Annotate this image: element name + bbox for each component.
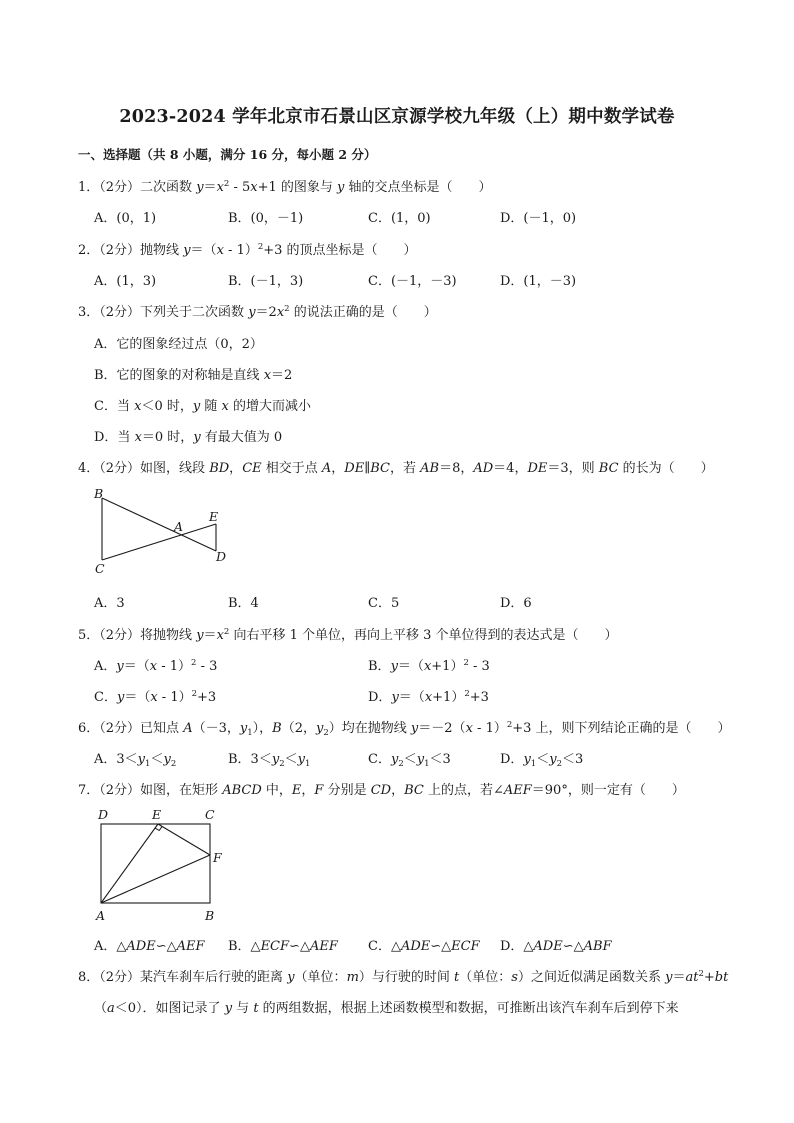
q1-option-d: D．(－1，0) — [500, 211, 577, 226]
question-2: 2．（2分）抛物线 y＝（x - 1）$^2$+3 的顶点坐标是（ ） — [78, 242, 417, 258]
q2-option-a: A．(1，3) — [94, 274, 157, 289]
q6-option-d: D．$y_1<y_2<3$ — [500, 752, 584, 769]
q2-option-c: C．(－1，－3) — [368, 274, 457, 289]
question-8-continued: （a＜0）．如图记录了 y 与 t 的两组数据，根据上述函数模型和数据，可推断出该汽车刹车后到停下来 — [94, 1001, 679, 1016]
q3-option-c: C．当 x＜0 时，y 随 x 的增大而减小 — [94, 399, 311, 414]
q5-option-d: D．$y=(x+1)^2+3$ — [368, 689, 489, 705]
q5-option-c: C．y＝（x - 1）$^2$+3 — [94, 689, 217, 705]
q1-option-a: A．(0，1) — [94, 211, 157, 226]
label-c: C — [95, 561, 105, 576]
segment-af — [101, 855, 210, 903]
q6-option-c: C．$y_2<y_1<3$ — [368, 752, 451, 769]
q2-option-d: D．(1，－3) — [500, 274, 577, 289]
question-3: 3．（2分）下列关于二次函数 $y=2x^2$ 的说法正确的是（ ） — [78, 304, 437, 320]
label-e: E — [209, 509, 219, 524]
label-a: A — [174, 519, 184, 534]
question-4: 4．（2分）如图，线段 BD，CE 相交于点 A，DE∥BC，若 AB＝8，AD＝4，DE＝3，则 BC 的长为（ ） — [78, 461, 714, 476]
page-title: 2023-2024 学年北京市石景山区京源学校九年级（上）期中数学试卷 — [119, 107, 675, 127]
q7-option-c: C．△ADE∽△ECF — [368, 939, 480, 954]
label-a: A — [96, 908, 106, 923]
q3-option-b: B．它的图象的对称轴是直线 x＝2 — [94, 368, 293, 383]
label-d: D — [98, 807, 109, 822]
label-c: C — [205, 807, 215, 822]
question-5: 5．（2分）将抛物线 $y=x^2$ 向右平移 1 个单位，再向上平移 3 个单位得到的表达式是（ ） — [78, 627, 618, 643]
rectangle-abcd — [101, 824, 210, 903]
q4-option-b: B．4 — [228, 596, 259, 611]
q6-option-a: A．$3<y_1<y_2$ — [94, 752, 177, 769]
q6-option-b: B．$3<y_2<y_1$ — [228, 752, 311, 769]
label-e: E — [152, 807, 162, 822]
q4-option-d: D．6 — [500, 596, 532, 611]
q3-option-d: D．当 x＝0 时，y 有最大值为 0 — [94, 430, 283, 445]
label-b: B — [94, 486, 104, 501]
label-b: B — [205, 908, 215, 923]
q4-figure — [88, 484, 238, 578]
question-8: 8．（2分）某汽车刹车后行驶的距离 y（单位：m）与行驶的时间 t（单位：s）之间近似满足函数关系 $y=at^2+bt$ — [78, 969, 729, 985]
label-d: D — [216, 549, 227, 564]
question-7: 7．（2分）如图，在矩形 ABCD 中，E，F 分别是 CD，BC 上的点，若∠AEF＝90°，则一定有（ ） — [78, 783, 685, 798]
q1-option-c: C．(1，0) — [368, 211, 431, 226]
question-1: 1．（2分）二次函数 $y=x^2 - 5x+1$ 的图象与 y 轴的交点坐标是（ ） — [78, 179, 492, 195]
q3-option-a: A．它的图象经过点（0，2） — [94, 337, 263, 352]
q5-option-b: B．$y=(x+1)^2 - 3$ — [368, 658, 490, 674]
section-heading: 一、选择题（共 8 小题，满分 16 分，每小题 2 分） — [78, 147, 377, 162]
segment-ce — [102, 524, 216, 560]
q4-option-a: A．3 — [94, 596, 125, 611]
segment-ef — [158, 824, 210, 855]
question-6: 6．（2分）已知点 A（－3，$y_1$），B（2，$y_2$）均在抛物线 y＝－2（x - 1）$^2$+3 上，则下列结论正确的是（ ） — [78, 720, 731, 738]
q1-option-b: B．(0，－1) — [228, 211, 304, 226]
q5-option-a: A．y＝（x - 1）$^2$ - 3 — [94, 658, 218, 674]
segment-ae — [101, 824, 158, 903]
q7-option-a: A．△ADE∽△AEF — [94, 939, 205, 954]
q4-option-c: C．5 — [368, 596, 400, 611]
label-f: F — [213, 850, 222, 865]
q7-option-b: B．△ECF∽△AEF — [228, 939, 338, 954]
q7-option-d: D．△ADE∽△ABF — [500, 939, 612, 954]
segment-bd — [102, 498, 219, 551]
q7-figure — [88, 806, 238, 924]
q2-option-b: B．(－1，3) — [228, 274, 304, 289]
